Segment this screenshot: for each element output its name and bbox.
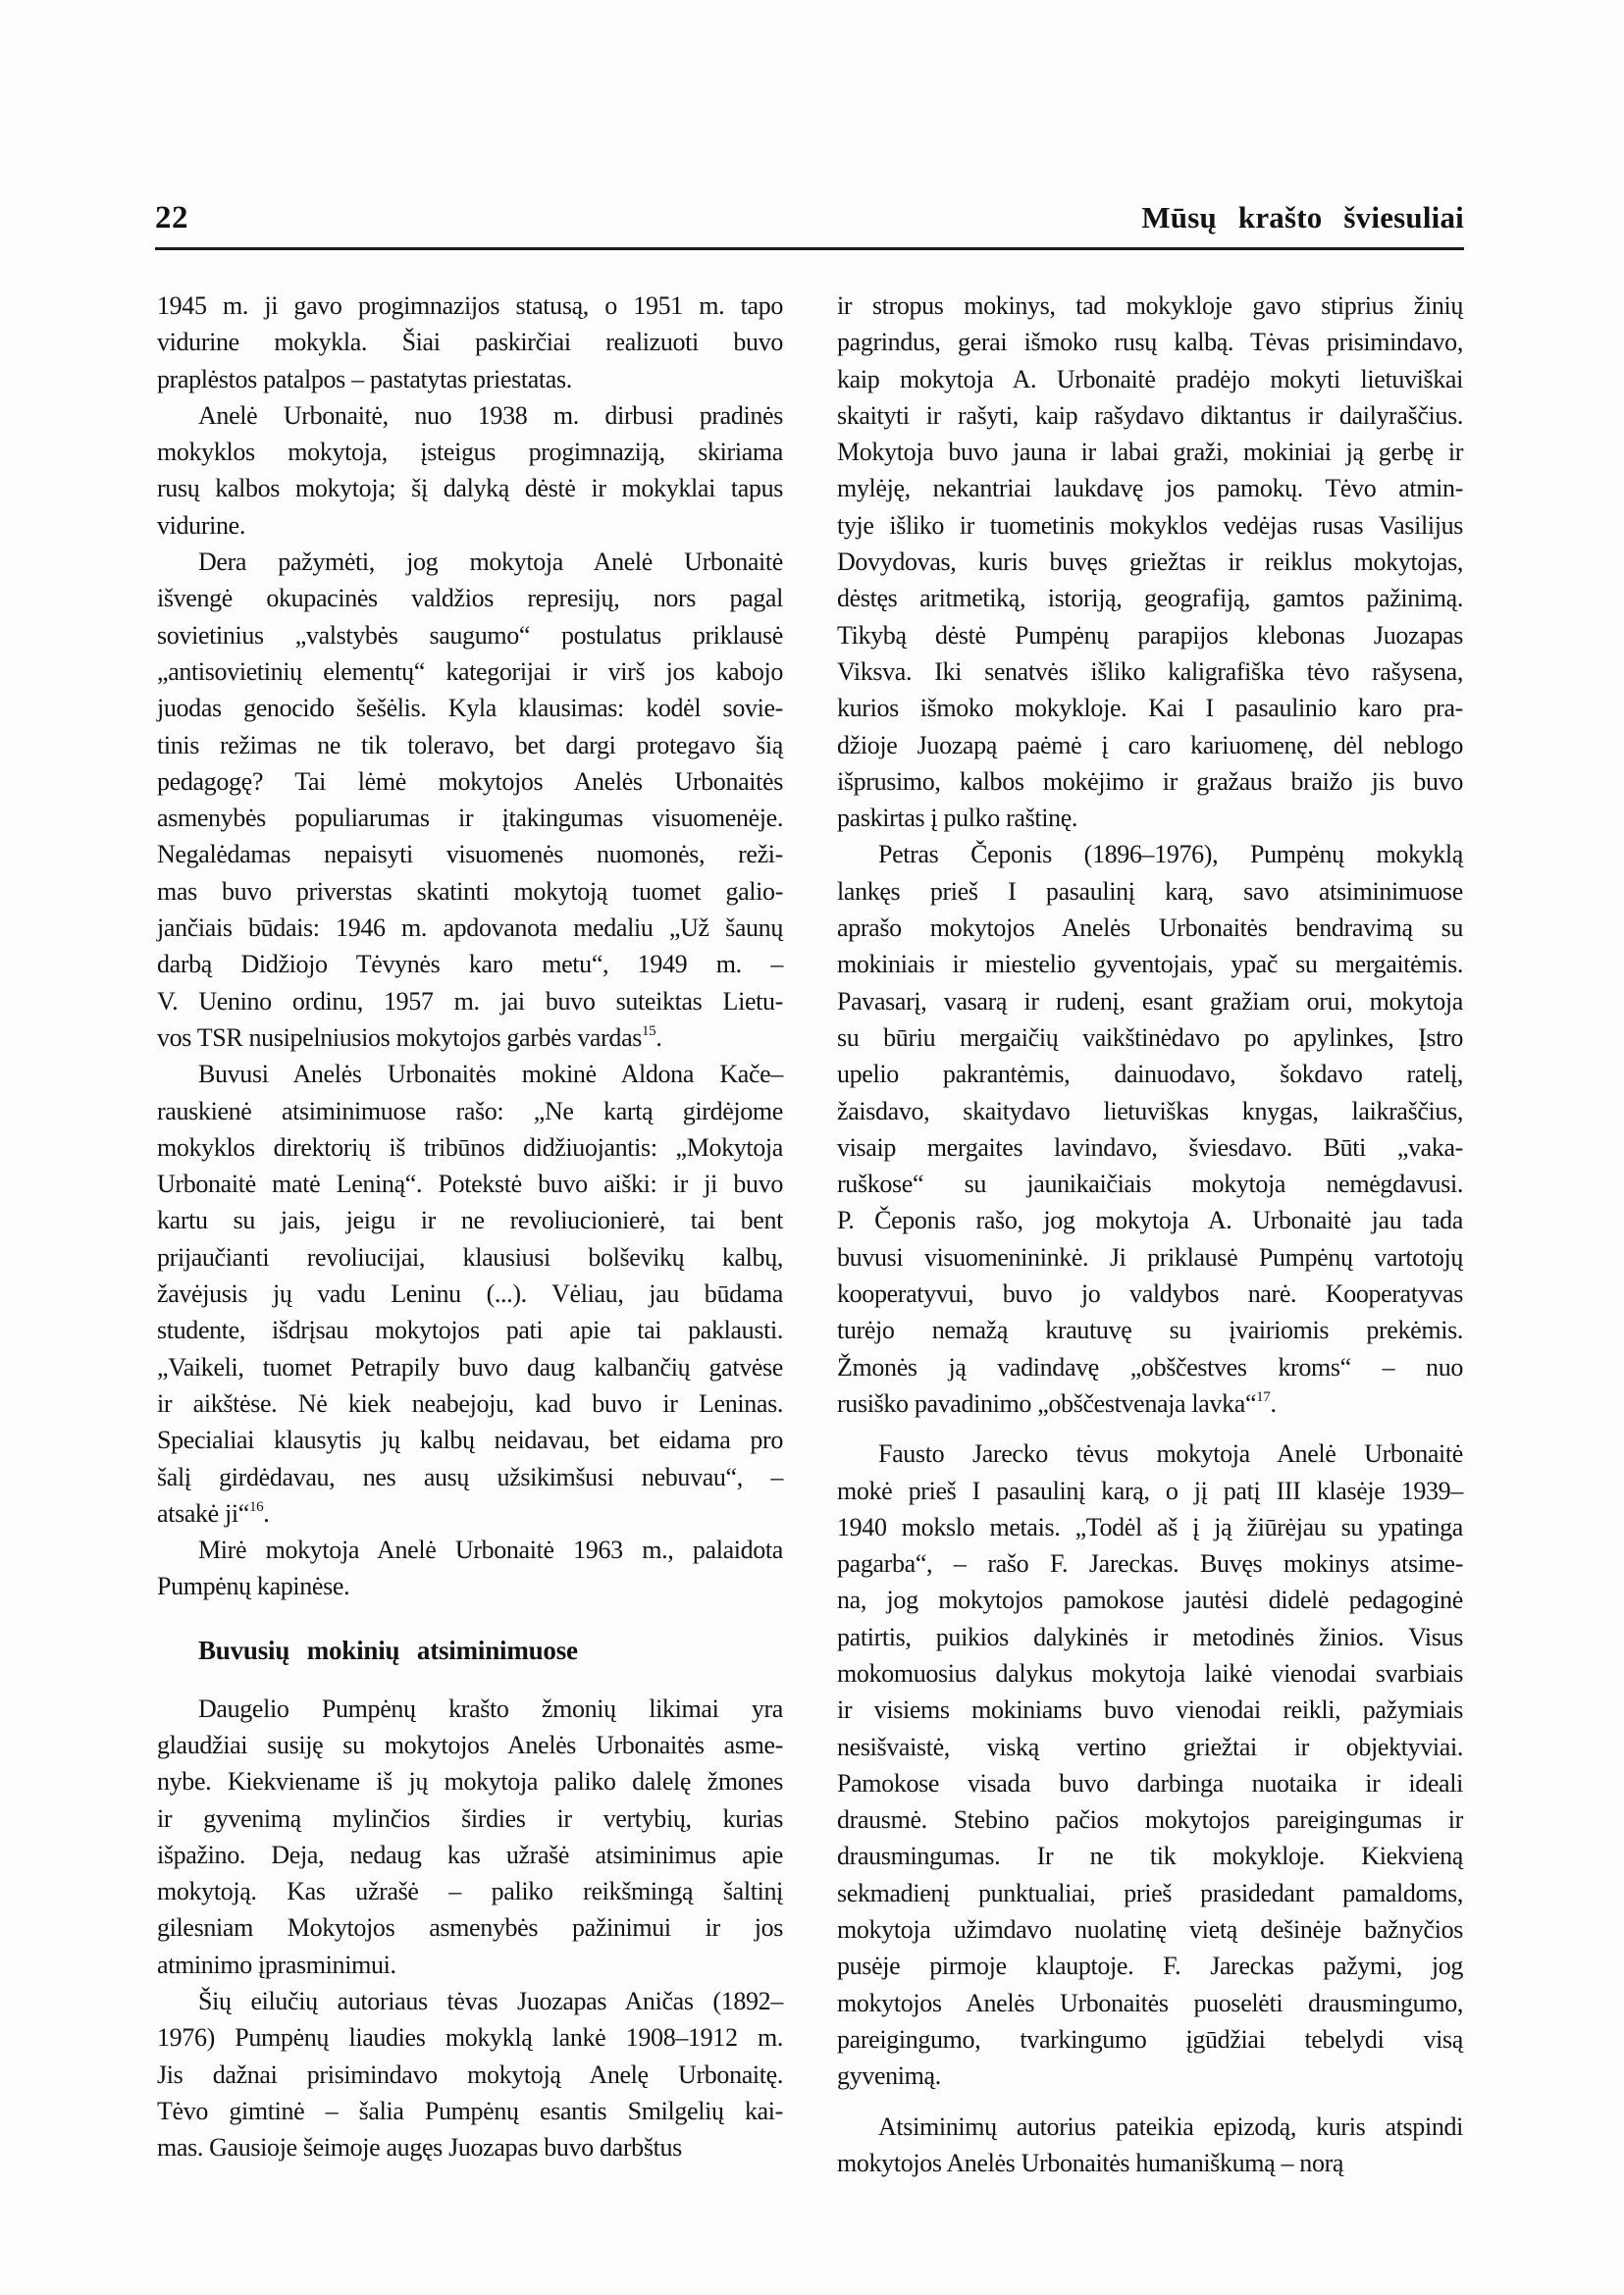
paragraph	[157, 1056, 783, 1532]
footnote-marker: 15	[642, 1022, 656, 1039]
text-line: kooperatyvui, buvo jo valdybos narė. Kooperatyvas	[837, 1279, 1463, 1309]
footnote-marker: 16	[248, 1498, 264, 1515]
text-line: Mokytoja buvo jauna ir labai graži, mokiniai ją gerbę ir	[837, 438, 1463, 467]
text-line: išpažino. Deja, nedaug kas užrašė atsiminimus apie	[157, 1840, 783, 1869]
text-line: Fausto Jarecko tėvus mokytoja Anelė Urbonaitė	[878, 1439, 1463, 1469]
paragraph	[157, 287, 783, 397]
text-line: vidurine mokykla. Šiai paskirčiai realizuoti buvo	[157, 328, 783, 357]
text-line: mokė prieš I pasaulinį karą, o jį patį III klasėje 1939–	[837, 1476, 1463, 1505]
header-rule	[155, 247, 1464, 250]
text-line: Urbonaitė matė Leniną“. Potekstė buvo aiški: ir ji buvo	[157, 1170, 783, 1199]
text-line: pagrindus, gerai išmoko rusų kalbą. Tėvas prisimindavo,	[837, 328, 1463, 357]
text-line: rusų kalbos mokytoja; šį dalyką dėstė ir mokyklai tapus	[157, 474, 783, 503]
text-line: Pavasarį, vasarą ir rudenį, esant gražiam orui, mokytoja	[837, 986, 1463, 1016]
text-line: kaip mokytoja A. Urbonaitė pradėjo mokyti lietuviškai	[837, 364, 1463, 393]
paragraph	[157, 1691, 783, 1983]
text-line: su būriu mergaičių vaikštinėdavo po apylinkes, Įstro	[837, 1022, 1463, 1052]
text-line: paskirtas į pulko raštinę.	[837, 804, 1078, 833]
paragraph	[157, 1983, 783, 2165]
paragraph	[157, 397, 783, 544]
text-line: mokomuosius dalykus mokytoja laikė vienodai svarbiais	[837, 1658, 1463, 1688]
text-line: mas buvo priverstas skatinti mokytoją tuomet galio-	[157, 876, 783, 906]
paragraph	[837, 1435, 1463, 2094]
text-line: šalį girdėdavau, nes ausų užsikimšusi nebuvau“, –	[157, 1462, 783, 1491]
text-line: tinis režimas ne tik toleravo, bet dargi protegavo šią	[157, 730, 783, 759]
footnote-marker: 17	[1256, 1388, 1271, 1405]
text-line: gilesniam Mokytojos asmenybės pažinimui ir jos	[157, 1913, 783, 1943]
text-line: mas. Gausioje šeimoje augęs Juozapas buvo darbštus	[157, 2133, 682, 2163]
text-line: ir aikštėse. Nė kiek neabejoju, kad buvo ir Leninas.	[157, 1388, 783, 1418]
text-line: dėstęs aritmetiką, istoriją, geografiją, gamtos pažinimą.	[837, 584, 1463, 613]
text-line: „Vaikeli, tuomet Petrapily buvo daug kalbančių gatvėse	[157, 1352, 783, 1382]
text-line: atminimo įprasminimui.	[157, 1950, 396, 1979]
text-line: jančiais būdais: 1946 m. apdovanota medaliu „Už šaunų	[157, 913, 783, 943]
text-line: aprašo mokytojos Anelės Urbonaitės bendravimą su	[837, 913, 1463, 943]
text-line: Pumpėnų kapinėse.	[157, 1572, 350, 1601]
text-line: asmenybės populiarumas ir įtakingumas visuomenėje.	[157, 804, 783, 833]
text-line: rusiško pavadinimo „obščestvenaja lavka“$^{17}$.	[837, 1388, 1277, 1418]
page-header	[155, 200, 1464, 236]
text-line: gyvenimą.	[837, 2061, 941, 2091]
text-line: atsakė ji“$^{16}$.	[157, 1498, 270, 1528]
text-line: „antisovietinių elementų“ kategorijai ir virš jos kabojo	[157, 656, 783, 686]
text-line: Žmonės ją vadindavę „obščestves kroms“ – nuo	[837, 1352, 1463, 1382]
text-line: Atsiminimų autorius pateikia epizodą, kuris atspindi	[878, 2112, 1463, 2141]
text-line: Pamokose visada buvo darbinga nuotaika ir ideali	[837, 1768, 1463, 1798]
text-line: kartu su jais, jeigu ir ne revoliucionierė, tai bent	[157, 1206, 783, 1235]
text-line: 1940 mokslo metais. „Todėl aš į ją žiūrėjau su ypatinga	[837, 1512, 1463, 1541]
page-number: 22	[155, 200, 188, 235]
text-line: Buvusi Anelės Urbonaitės mokinė Aldona Kače–	[198, 1060, 783, 1089]
text-line: žaisdavo, skaitydavo lietuviškas knygas, laikraščius,	[837, 1096, 1463, 1125]
text-line: Mirė mokytoja Anelė Urbonaitė 1963 m., palaidota	[198, 1536, 783, 1565]
text-line: kurios išmoko mokykloje. Kai I pasaulinio karo pra-	[837, 694, 1463, 723]
text-line: Jis dažnai prisimindavo mokytoją Anelę Urbonaitę.	[157, 2060, 783, 2089]
text-line: ruškose“ su jaunikaičiais mokytoja nemėgdavusi.	[837, 1170, 1463, 1199]
text-line: vidurine.	[157, 510, 245, 540]
text-line: P. Čeponis rašo, jog mokytoja A. Urbonaitė jau tada	[837, 1206, 1463, 1235]
right-column	[837, 287, 1463, 2181]
text-line: lankęs prieš I pasaulinį karą, savo atsiminimuose	[837, 876, 1463, 906]
text-line: skaityti ir rašyti, kaip rašydavo diktantus ir dailyraščius.	[837, 400, 1463, 430]
text-line: ir gyvenimą mylinčios širdies ir vertybių, kurias	[157, 1803, 783, 1833]
text-line: patirtis, puikios dalykinės ir metodinės žinios. Visus	[837, 1622, 1463, 1651]
paragraph	[837, 2109, 1463, 2182]
text-line: tyje išliko ir tuometinis mokyklos vedėjas rusas Vasilijus	[837, 510, 1463, 540]
text-line: mokytoją. Kas užrašė – paliko reikšmingą šaltinį	[157, 1877, 783, 1906]
text-line: visaip mergaites lavindavo, šviesdavo. Būti „vaka-	[837, 1132, 1463, 1162]
paragraph	[157, 1532, 783, 1605]
text-line: ir stropus mokinys, tad mokykloje gavo stiprius žinių	[837, 291, 1463, 320]
text-line: mokytoja užimdavo nuolatinę vietą dešinėje bažnyčios	[837, 1915, 1463, 1945]
text-line: darbą Didžiojo Tėvynės karo metu“, 1949 m. –	[157, 950, 783, 979]
text-line: Viksva. Iki senatvės išliko kaligrafiška tėvo rašysena,	[837, 656, 1463, 686]
text-line: sovietinius „valstybės saugumo“ postulatus priklausė	[157, 620, 783, 650]
text-line: Specialiai klausytis jų kalbų neidavau, bet eidama pro	[157, 1426, 783, 1455]
section-heading: Buvusių mokinių atsiminimuose	[198, 1635, 578, 1665]
text-line: išprusimo, kalbos mokėjimo ir gražaus braižo jis buvo	[837, 766, 1463, 796]
text-line: mokiniais ir miestelio gyventojais, ypač su mergaitėmis.	[837, 950, 1463, 979]
text-line: drausmingumas. Ir ne tik mokykloje. Kiekvieną	[837, 1842, 1463, 1871]
text-line: ir visiems mokiniams buvo vienodai reikli, pažymiais	[837, 1695, 1463, 1725]
text-line: žavėjusis jų vadu Leninu (...). Vėliau, jau būdama	[157, 1279, 783, 1309]
text-line: pagarba“, – rašo F. Jareckas. Buvęs mokinys atsime-	[837, 1549, 1463, 1579]
text-line: nesišvaistė, viską vertino griežtai ir objektyviai.	[837, 1732, 1463, 1761]
text-line: vos TSR nusipelniusios mokytojos garbės vardas$^{15}$.	[157, 1022, 662, 1052]
text-line: Anelė Urbonaitė, nuo 1938 m. dirbusi pradinės	[198, 400, 783, 430]
text-line: Dovydovas, kuris buvęs griežtas ir reiklus mokytojas,	[837, 548, 1463, 577]
text-line: pareigingumo, tvarkingumo įgūdžiai tebelydi visą	[837, 2024, 1463, 2054]
text-line: glaudžiai susiję su mokytojos Anelės Urbonaitės asme-	[157, 1730, 783, 1759]
text-line: Daugelio Pumpėnų krašto žmonių likimai yra	[198, 1694, 783, 1723]
text-line: išvengė okupacinės valdžios represijų, nors pagal	[157, 584, 783, 613]
text-line: nybe. Kiekviename iš jų mokytoja paliko dalelę žmones	[157, 1767, 783, 1797]
text-line: Petras Čeponis (1896–1976), Pumpėnų mokyklą	[878, 840, 1463, 869]
text-line: Tėvo gimtinė – šalia Pumpėnų esantis Smilgelių kai-	[157, 2096, 783, 2125]
text-line: turėjo nemažą krautuvę su įvairiomis prekėmis.	[837, 1316, 1463, 1345]
text-line: pedagogę? Tai lėmė mokytojos Anelės Urbonaitės	[157, 766, 783, 796]
text-line: upelio pakrantėmis, dainuodavo, šokdavo ratelį,	[837, 1060, 1463, 1089]
text-line: V. Uenino ordinu, 1957 m. jai buvo suteiktas Lietu-	[157, 986, 783, 1016]
text-line: mokytojos Anelės Urbonaitės puoselėti drausmingumo,	[837, 1988, 1463, 2017]
text-line: juodas genocido šešėlis. Kyla klausimas: kodėl sovie-	[157, 694, 783, 723]
text-line: drausmė. Stebino pačios mokytojos pareigingumas ir	[837, 1805, 1463, 1835]
text-line: rauskienė atsiminimuose rašo: „Ne kartą girdėjome	[157, 1096, 783, 1125]
text-line: studente, išdrįsau mokytojos pati apie tai paklausti.	[157, 1316, 783, 1345]
running-title: Mūsų krašto šviesuliai	[1141, 200, 1464, 235]
text-line: sekmadienį punktualiai, prieš prasidedant pamaldoms,	[837, 1878, 1463, 1907]
text-line: mokyklos direktorių iš tribūnos didžiuojantis: „Mokytoja	[157, 1132, 783, 1162]
left-column	[157, 287, 783, 2166]
text-line: na, jog mokytojos pamokose jautėsi didelė pedagoginė	[837, 1586, 1463, 1615]
paragraph	[157, 544, 783, 1056]
text-line: 1976) Pumpėnų liaudies mokyklą lankė 1908–1912 m.	[157, 2023, 783, 2053]
text-line: džioje Juozapą paėmė į caro kariuomenę, dėl neblogo	[837, 730, 1463, 759]
text-line: mokytojos Anelės Urbonaitės humaniškumą – norą	[837, 2148, 1344, 2177]
paragraph	[837, 287, 1463, 836]
text-line: 1945 m. ji gavo progimnazijos statusą, o 1951 m. tapo	[157, 291, 783, 320]
text-line: praplėstos patalpos – pastatytas priestatas.	[157, 364, 572, 393]
text-line: Dera pažymėti, jog mokytoja Anelė Urbonaitė	[198, 548, 783, 577]
text-line: mylėję, nekantriai laukdavę jos pamokų. Tėvo atmin-	[837, 474, 1463, 503]
text-line: Šių eilučių autoriaus tėvas Juozapas Aničas (1892–	[198, 1987, 783, 2016]
paragraph	[837, 836, 1463, 1422]
text-line: pusėje pirmoje klauptoje. F. Jareckas pažymi, jog	[837, 1952, 1463, 1981]
text-line: prijaučianti revoliucijai, klausiusi bolševikų kalbų,	[157, 1242, 783, 1272]
text-line: Tikybą dėstė Pumpėnų parapijos klebonas Juozapas	[837, 620, 1463, 650]
text-line: buvusi visuomenininkė. Ji priklausė Pumpėnų vartotojų	[837, 1242, 1463, 1272]
text-line: mokyklos mokytoja, įsteigus progimnaziją, skiriama	[157, 438, 783, 467]
text-line: Negalėdamas nepaisyti visuomenės nuomonės, reži-	[157, 840, 783, 869]
